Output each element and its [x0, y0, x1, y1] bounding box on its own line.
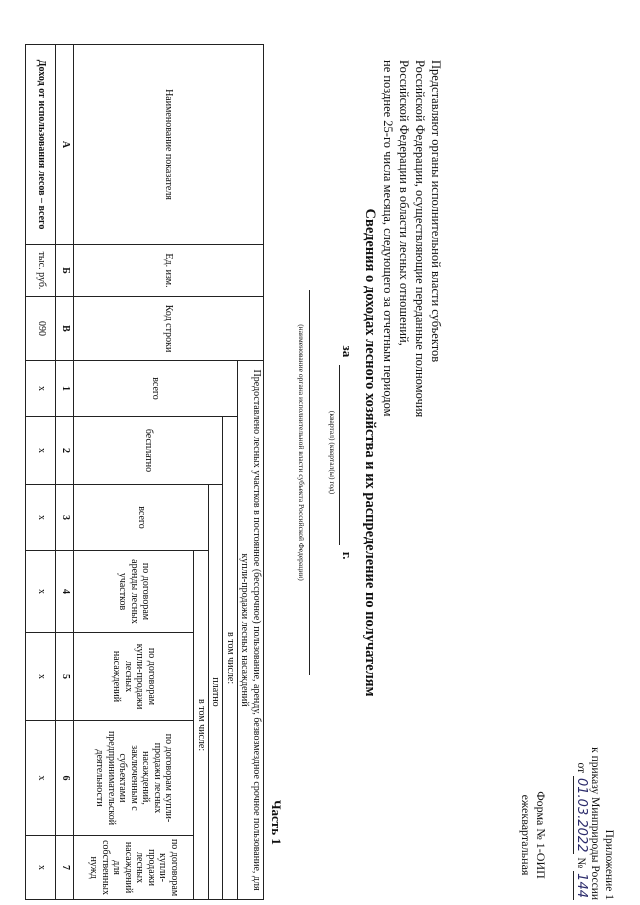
column-letter: В	[56, 297, 74, 361]
header-including: в том числе:	[223, 417, 238, 900]
header-lease: по договорам аренды лесных участков	[74, 551, 194, 633]
appendix-date-line	[574, 700, 588, 900]
form-frequency: ежеквартальная	[519, 794, 533, 876]
header-paid-including: в том числе:	[194, 551, 209, 900]
header-free: бесплатно	[74, 417, 223, 485]
org-caption: (наименование органа исполнительной власти субъекта Российской Федерации)	[297, 324, 306, 581]
header-paid-total: всего	[74, 485, 209, 551]
column-letter: 5	[56, 633, 74, 721]
column-letter: 4	[56, 551, 74, 633]
appendix-from-label: от	[575, 762, 587, 774]
header-indicator: Наименование показателя	[74, 45, 264, 245]
intro-line: не позднее 25-го числа месяца, следующего за отчетным периодом	[381, 60, 395, 417]
appendix-block	[574, 700, 616, 900]
row-value: х	[26, 485, 56, 551]
form-name: Форма № 1-ОИП	[534, 791, 548, 879]
header-code: Код строки	[74, 297, 264, 361]
table-row	[26, 45, 56, 900]
row-name: Доход от использования лесов – всего	[26, 45, 56, 245]
intro-text	[380, 60, 444, 490]
row-value: х	[26, 633, 56, 721]
period-prefix: за	[340, 345, 355, 358]
header-sale: по договорам купли-продажи лесных насаждений	[74, 633, 194, 721]
column-letter: 1	[56, 361, 74, 417]
handwritten-number: 144	[574, 873, 589, 898]
intro-line: Представляют органы исполнительной власти субъектов	[429, 60, 443, 363]
column-letter: 6	[56, 721, 74, 836]
org-blank-line	[309, 290, 312, 675]
row-code: 090	[26, 297, 56, 361]
row-value: х	[26, 721, 56, 836]
handwritten-date: 01.03.2022	[574, 778, 589, 853]
header-total: всего	[74, 361, 238, 417]
intro-line: Российской Федерации, осуществляющие переданные полномочия	[413, 60, 427, 418]
period-suffix: г.	[340, 551, 355, 560]
column-letter: 2	[56, 417, 74, 485]
row-value: х	[26, 836, 56, 900]
period-blank-line	[339, 365, 352, 545]
document-title: Сведения о доходах лесного хозяйства и их распределение по получателям	[362, 208, 378, 697]
period-row	[339, 0, 355, 905]
row-value: х	[26, 417, 56, 485]
column-letter: А	[56, 45, 74, 245]
header-sale-business: по договорам купли-продажи лесных насаждений, заключенным с субъектами предпринимательской деятельности	[74, 721, 194, 836]
column-letter: 3	[56, 485, 74, 551]
row-unit: тыс. руб.	[26, 245, 56, 297]
intro-line: Российской Федерации в области лесных отношений,	[397, 60, 411, 346]
form-block	[518, 770, 548, 900]
column-letter: 7	[56, 836, 74, 900]
row-value: х	[26, 361, 56, 417]
part-label: Часть 1	[269, 800, 284, 845]
header-paid: платно	[209, 485, 224, 900]
report-table	[26, 44, 265, 900]
appendix-line1: Приложение 1	[603, 829, 615, 900]
period-caption: (квартал) (квартал(ы) год)	[328, 410, 337, 495]
column-letter-row	[56, 45, 74, 900]
header-unit: Ед. изм.	[74, 245, 264, 297]
row-value: х	[26, 551, 56, 633]
appendix-num-label: №	[575, 857, 587, 869]
header-sale-own: по договорам купли-продажи лесных насаждений для собственных нужд	[74, 836, 194, 900]
appendix-line2: к приказу Минприроды России	[589, 747, 601, 900]
column-letter: Б	[56, 245, 74, 297]
header-provision: Предоставлено лесных участков в постоянное (бессрочное) пользование, аренду, безвозмездное срочное пользование, для купли-продажи лесных насаждений	[238, 361, 264, 900]
